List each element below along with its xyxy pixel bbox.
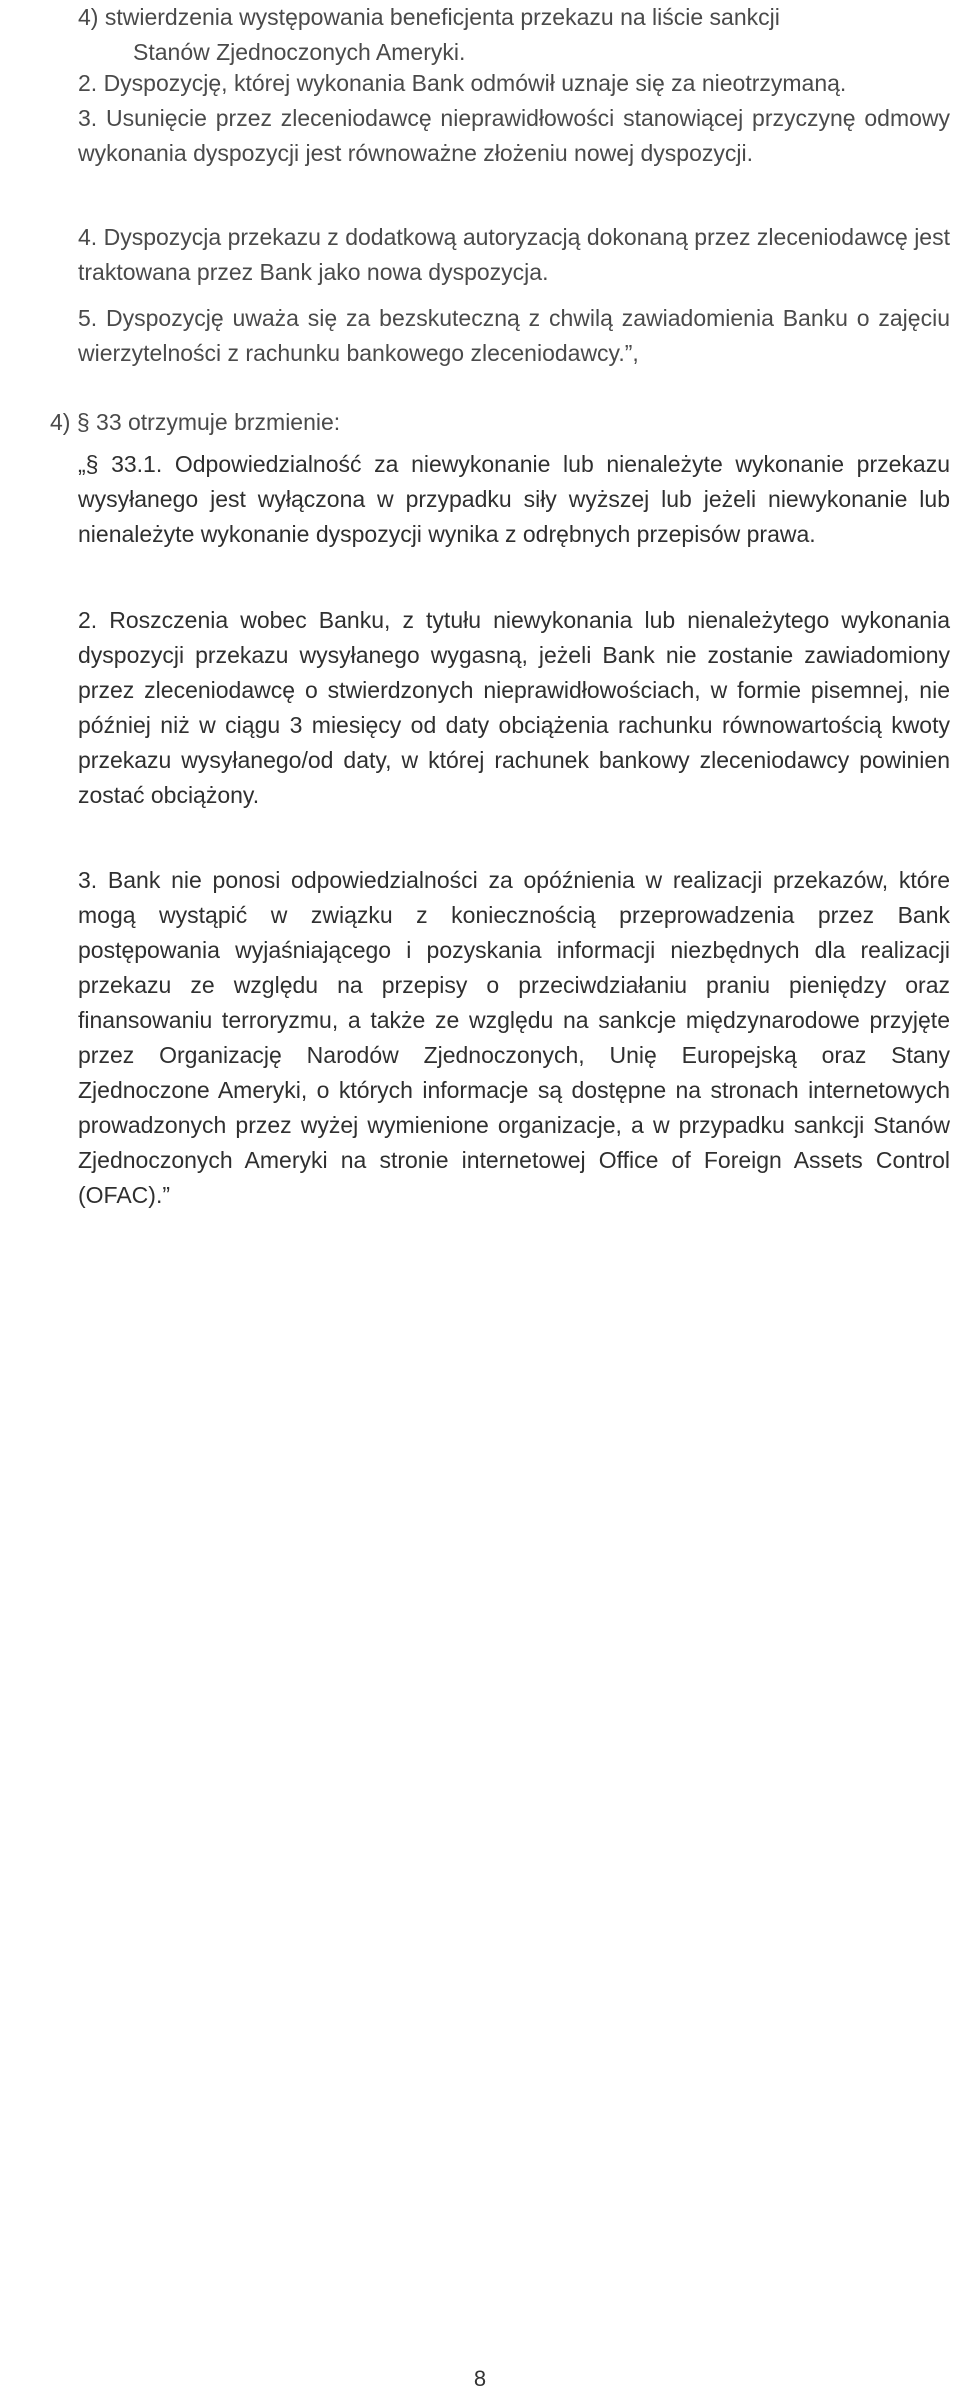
paragraph-item-2: 2. Dyspozycję, której wykonania Bank odmówił uznaje się za nieotrzymaną.	[78, 70, 847, 96]
paragraph-item-4: 4. Dyspozycja przekazu z dodatkową autoryzacją dokonaną przez zleceniodawcę jest traktowana przez Bank jako nowa dyspozycja.	[78, 224, 950, 285]
paragraph-section-33-2: 2. Roszczenia wobec Banku, z tytułu niewykonania lub nienależytego wykonania dyspozycji przekazu wysyłanego wygasną, jeżeli Bank nie zostanie zawiadomiony przez zleceniodawcę o stwierdzonych nieprawidłowościach, w formie pisemnej, nie później niż w ciągu 3 miesięcy od daty obciążenia rachunku równowartością kwoty przekazu wysyłanego/od daty, w której rachunek bankowy zleceniodawcy powinien zostać obciążony.	[78, 607, 950, 808]
sanctions-list-item	[78, 0, 948, 70]
paragraph-item-3: 3. Usunięcie przez zleceniodawcę nieprawidłowości stanowiącej przyczynę odmowy wykonania dyspozycji jest równoważne złożeniu nowej dyspozycji.	[78, 105, 950, 166]
paragraph-section-33-1: „§ 33.1. Odpowiedzialność za niewykonanie lub nienależyte wykonanie przekazu wysyłanego jest wyłączona w przypadku siły wyższej lub jeżeli niewykonanie lub nienależyte wykonanie dyspozycji wynika z odrębnych przepisów prawa.	[78, 451, 950, 547]
paragraph-section-33-3: 3. Bank nie ponosi odpowiedzialności za opóźnienia w realizacji przekazów, które mogą wystąpić w związku z koniecznością przeprowadzenia przez Bank postępowania wyjaśniającego i pozyskania informacji niezbędnych dla realizacji przekazu ze względu na przepisy o przeciwdziałaniu praniu pieniędzy oraz finansowaniu terroryzmu, a także ze względu na sankcje międzynarodowe przyjęte przez Organizację Narodów Zjednoczonych, Unię Europejską oraz Stany Zjednoczone Ameryki, o których informacje są dostępne na stronach internetowych prowadzonych przez wyżej wymienione organizacje, a w przypadku sankcji Stanów Zjednoczonych Ameryki na stronie internetowej Office of Foreign Assets Control (OFAC).”	[78, 867, 950, 1208]
sanctions-list-line-1: 4) stwierdzenia występowania beneficjenta przekazu na liście sankcji	[78, 4, 780, 30]
page-number: 8	[473, 2366, 487, 2391]
sanctions-list-line-2: Stanów Zjednoczonych Ameryki.	[133, 39, 466, 65]
section-heading: 4) § 33 otrzymuje brzmienie:	[50, 409, 341, 435]
paragraph-item-5: 5. Dyspozycję uważa się za bezskuteczną z chwilą zawiadomienia Banku o zajęciu wierzytelności z rachunku bankowego zleceniodawcy.”,	[78, 305, 950, 366]
